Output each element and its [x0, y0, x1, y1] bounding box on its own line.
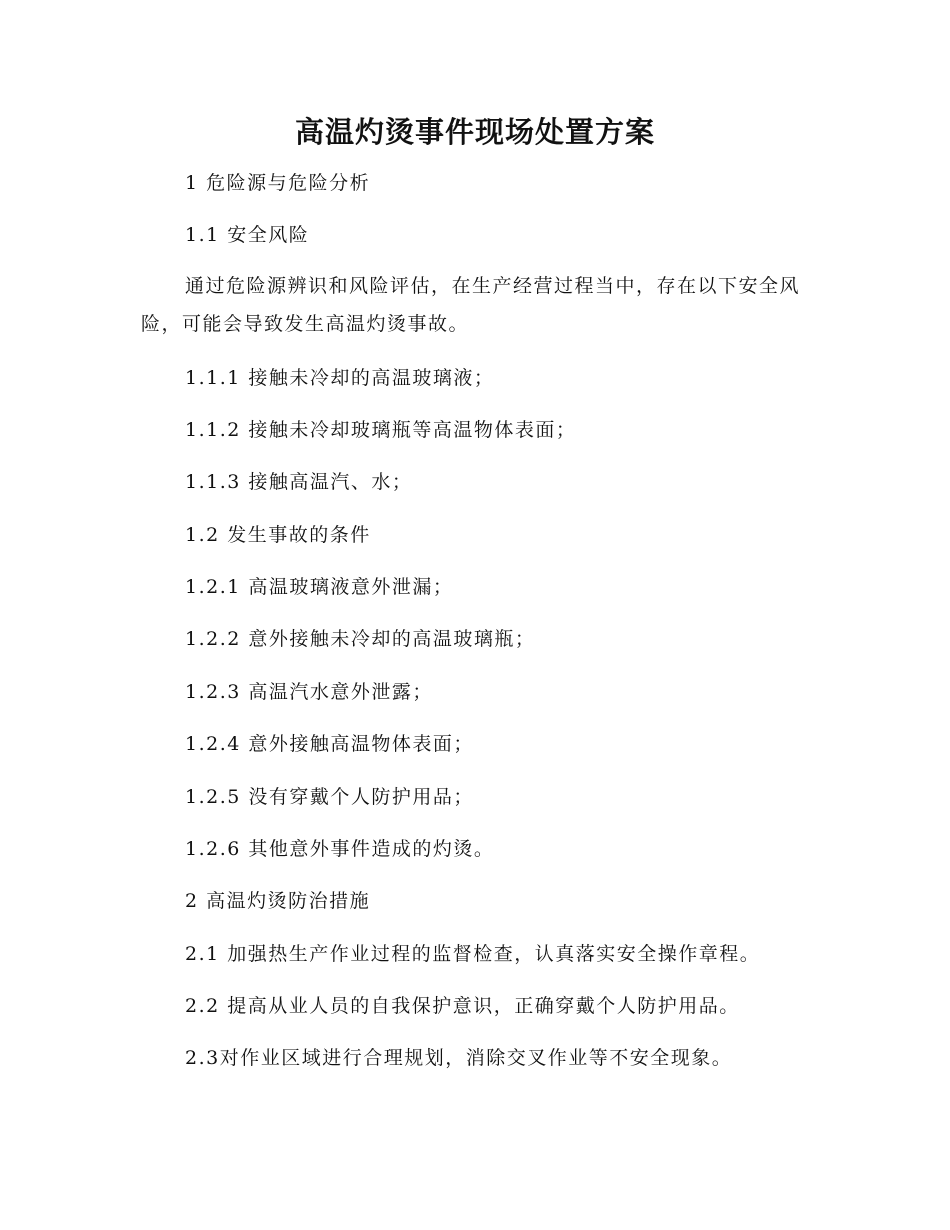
list-item: 2.1 加强热生产作业过程的监督检查，认真落实安全操作章程。 [185, 943, 761, 965]
list-item: 1.2.2 意外接触未冷却的高温玻璃瓶； [185, 628, 536, 650]
list-item: 1.1.3 接触高温汽、水； [185, 471, 413, 493]
list-item: 1.2.4 意外接触高温物体表面； [185, 733, 474, 755]
list-item: 1.2.5 没有穿戴个人防护用品； [185, 786, 474, 808]
body-paragraph: 通过危险源辨识和风险评估，在生产经营过程当中，存在以下安全风险，可能会导致发生高温灼烫事故。 [141, 275, 801, 335]
list-item: 2.2 提高从业人员的自我保护意识，正确穿戴个人防护用品。 [185, 995, 740, 1017]
section-heading: 1 危险源与危险分析 [185, 172, 371, 194]
list-item: 1.2.6 其他意外事件造成的灼烫。 [185, 838, 495, 860]
document-title: 高温灼烫事件现场处置方案 [294, 115, 655, 149]
subsection-heading: 1.2 发生事故的条件 [185, 524, 371, 546]
subsection-heading: 1.1 安全风险 [185, 224, 310, 246]
list-item: 1.1.1 接触未冷却的高温玻璃液； [185, 367, 495, 389]
list-item: 2.3对作业区域进行合理规划，消除交叉作业等不安全现象。 [185, 1047, 733, 1069]
list-item: 1.2.1 高温玻璃液意外泄漏； [185, 576, 454, 598]
section-heading: 2 高温灼烫防治措施 [185, 890, 371, 912]
list-item: 1.2.3 高温汽水意外泄露； [185, 681, 433, 703]
list-item: 1.1.2 接触未冷却玻璃瓶等高温物体表面； [185, 419, 577, 441]
